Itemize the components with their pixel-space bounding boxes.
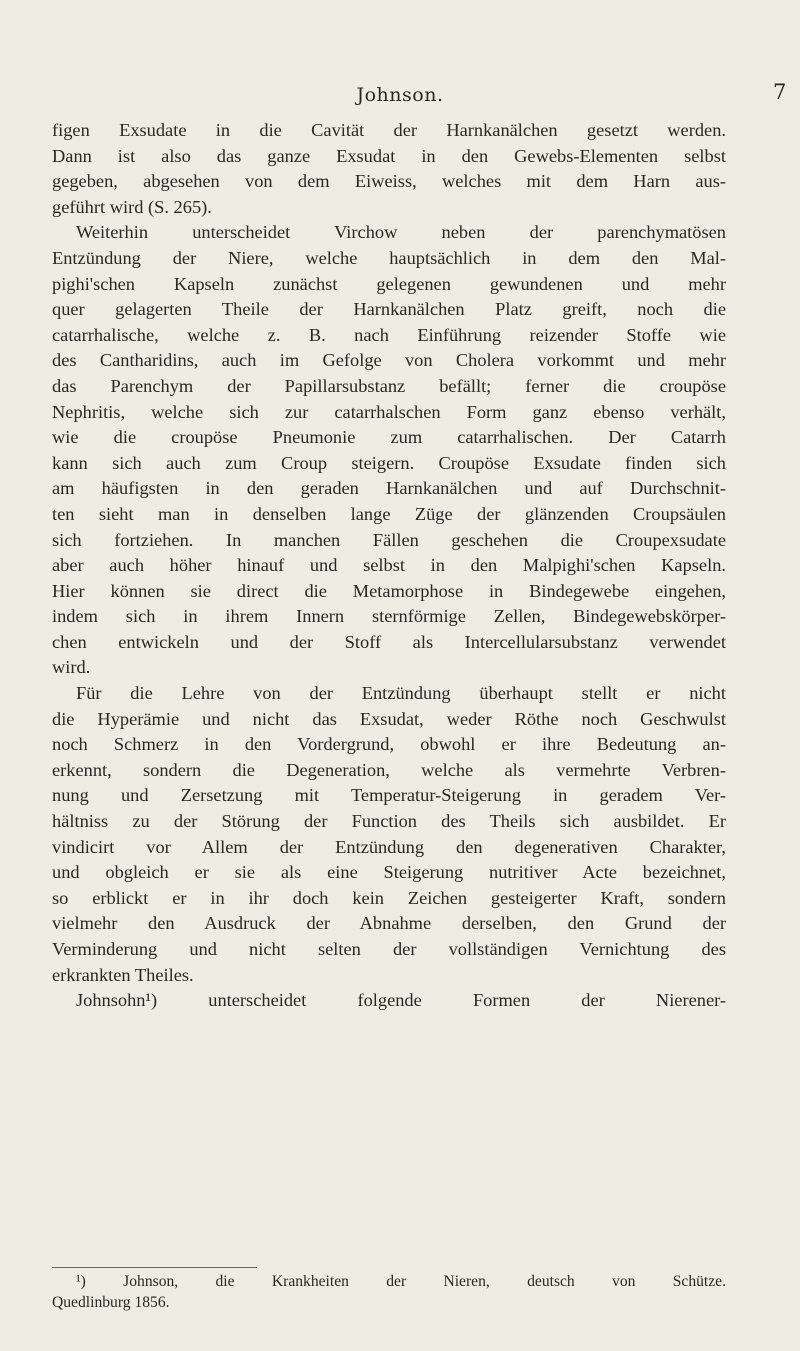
footnote	[52, 1271, 726, 1313]
text-line: kann sich auch zum Croup steigern. Croupöse Exsudate finden sich	[52, 452, 726, 473]
text-line: Dann ist also das ganze Exsudat in den Gewebs-Elementen selbst	[52, 145, 726, 166]
footnote-line: ¹) Johnson, die Krankheiten der Nieren, deutsch von Schütze.	[76, 1273, 726, 1290]
text-line: noch Schmerz in den Vordergrund, obwohl er ihre Bedeutung an-	[52, 734, 726, 755]
text-line: aber auch höher hinauf und selbst in den Malpighi'schen Kapseln.	[52, 555, 726, 576]
text-line: wie die croupöse Pneumonie zum catarrhalischen. Der Catarrh	[52, 427, 726, 448]
text-line: Für die Lehre von der Entzündung überhaupt stellt er nicht	[76, 683, 726, 704]
text-line: hältniss zu der Störung der Function des Theils sich ausbildet. Er	[52, 811, 726, 832]
text-line: am häufigsten in den geraden Harnkanälchen und auf Durchschnit-	[52, 478, 726, 499]
running-title: Johnson.	[356, 84, 444, 106]
text-line: des Cantharidins, auch im Gefolge von Cholera vorkommt und mehr	[52, 350, 726, 371]
page-number: 7	[773, 80, 787, 104]
text-line: quer gelagerten Theile der Harnkanälchen Platz greift, noch die	[52, 299, 726, 320]
text-line: vindicirt vor Allem der Entzündung den degenerativen Charakter,	[52, 836, 726, 857]
text-line: figen Exsudate in die Cavität der Harnkanälchen gesetzt werden.	[52, 120, 726, 140]
text-line: Weiterhin unterscheidet Virchow neben der parenchymatösen	[76, 222, 726, 243]
text-line: chen entwickeln und der Stoff als Intercellularsubstanz verwendet	[52, 631, 726, 652]
text-line: nung und Zersetzung mit Temperatur-Steigerung in geradem Ver-	[52, 785, 726, 806]
text-line: ten sieht man in denselben lange Züge der glänzenden Croupsäulen	[52, 503, 726, 524]
text-line: Verminderung und nicht selten der vollständigen Vernichtung des	[52, 939, 726, 959]
text-line: wird.	[52, 657, 91, 678]
text-line: vielmehr den Ausdruck der Abnahme derselben, den Grund der	[52, 913, 726, 934]
text-line: Hier können sie direct die Metamorphose in Bindegewebe eingehen,	[52, 580, 726, 601]
text-line: die Hyperämie und nicht das Exsudat, weder Röthe noch Geschwulst	[52, 708, 726, 729]
text-line: Entzündung der Niere, welche hauptsächlich in dem den Mal-	[52, 247, 726, 268]
text-line: catarrhalische, welche z. B. nach Einführung reizender Stoffe wie	[52, 324, 726, 345]
text-line: gegeben, abgesehen von dem Eiweiss, welches mit dem Harn aus-	[52, 171, 726, 192]
body-text	[52, 118, 726, 1014]
text-line: das Parenchym der Papillarsubstanz befällt; ferner die croupöse	[52, 375, 726, 396]
text-line: erkennt, sondern die Degeneration, welche als vermehrte Verbren-	[52, 759, 726, 780]
text-line: und obgleich er sie als eine Steigerung nutritiver Acte bezeichnet,	[52, 862, 726, 883]
text-line: pighi'schen Kapseln zunächst gelegenen gewundenen und mehr	[52, 273, 726, 294]
text-line: geführt wird (S. 265).	[52, 196, 212, 217]
footnote-divider	[52, 1267, 257, 1268]
text-line: Nephritis, welche sich zur catarrhalschen Form ganz ebenso verhält,	[52, 401, 726, 422]
text-line: erkrankten Theiles.	[52, 964, 194, 985]
text-line: indem sich in ihrem Innern sternförmige Zellen, Bindegewebskörper-	[52, 606, 726, 627]
text-line: sich fortziehen. In manchen Fällen geschehen die Croupexsudate	[52, 529, 726, 550]
text-line: Johnsohn¹) unterscheidet folgende Formen der Nierener-	[76, 990, 726, 1011]
footnote-line: Quedlinburg 1856.	[52, 1294, 170, 1311]
text-line: so erblickt er in ihr doch kein Zeichen gesteigerter Kraft, sondern	[52, 887, 726, 908]
running-head	[0, 80, 800, 114]
